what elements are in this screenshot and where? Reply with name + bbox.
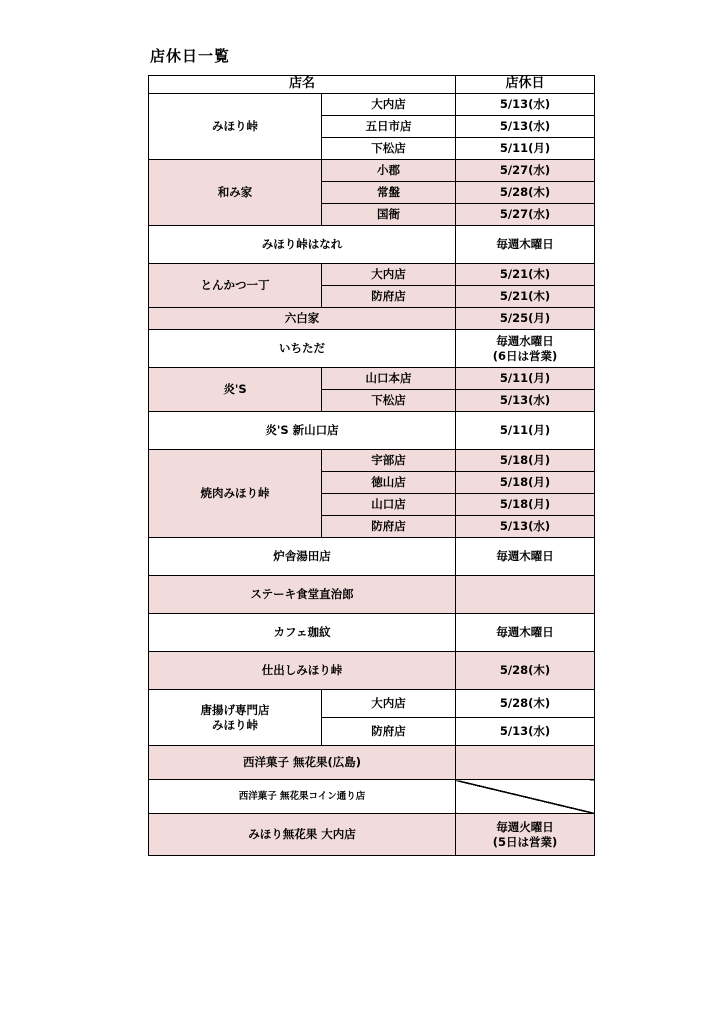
table-header-row bbox=[149, 76, 595, 94]
branch-name: 山口本店 bbox=[322, 368, 456, 390]
holiday-cell: 5/28(木) bbox=[456, 182, 595, 204]
holiday-table bbox=[148, 75, 595, 856]
branch-name: 山口店 bbox=[322, 494, 456, 516]
store-name: 炎'S bbox=[149, 368, 322, 412]
holiday-cell: 毎週木曜日 bbox=[456, 538, 595, 576]
holiday-cell: 5/27(水) bbox=[456, 160, 595, 182]
table-row bbox=[149, 450, 595, 472]
page-title: 店休日一覧 bbox=[150, 47, 231, 65]
branch-name: 大内店 bbox=[322, 94, 456, 116]
holiday-cell: 5/18(月) bbox=[456, 494, 595, 516]
store-name: 炉舎湯田店 bbox=[149, 538, 456, 576]
branch-name: 下松店 bbox=[322, 138, 456, 160]
holiday-note: (6日は営業) bbox=[492, 348, 558, 363]
holiday-cell: 5/18(月) bbox=[456, 472, 595, 494]
holiday-cell: 5/27(水) bbox=[456, 204, 595, 226]
store-name bbox=[149, 690, 322, 746]
table-row bbox=[149, 652, 595, 690]
holiday-cell-empty bbox=[456, 746, 595, 780]
store-name: 西洋菓子 無花果コイン通り店 bbox=[149, 780, 456, 814]
holiday-cell: 毎週木曜日 bbox=[456, 226, 595, 264]
store-name: みほり無花果 大内店 bbox=[149, 814, 456, 856]
store-name: 西洋菓子 無花果(広島) bbox=[149, 746, 456, 780]
table-row bbox=[149, 690, 595, 718]
holiday-cell bbox=[456, 814, 595, 856]
holiday-cell-empty bbox=[456, 780, 595, 814]
store-name: 六白家 bbox=[149, 308, 456, 330]
branch-name: 徳山店 bbox=[322, 472, 456, 494]
holiday-cell: 5/25(月) bbox=[456, 308, 595, 330]
holiday-cell: 5/21(木) bbox=[456, 286, 595, 308]
branch-name: 常盤 bbox=[322, 182, 456, 204]
store-name: 焼肉みほり峠 bbox=[149, 450, 322, 538]
store-name: とんかつ一丁 bbox=[149, 264, 322, 308]
branch-name: 防府店 bbox=[322, 516, 456, 538]
holiday-cell: 5/13(水) bbox=[456, 516, 595, 538]
holiday-cell: 5/28(木) bbox=[456, 652, 595, 690]
holiday-cell-empty bbox=[456, 576, 595, 614]
holiday-cell: 5/13(水) bbox=[456, 390, 595, 412]
branch-name: 国衙 bbox=[322, 204, 456, 226]
store-name-line: 唐揚げ専門店 bbox=[200, 703, 270, 718]
holiday-line: 毎週水曜日 bbox=[496, 334, 554, 349]
table-row bbox=[149, 614, 595, 652]
branch-name: 防府店 bbox=[322, 718, 456, 746]
store-name: みほり峠はなれ bbox=[149, 226, 456, 264]
store-name: ステーキ食堂直治郎 bbox=[149, 576, 456, 614]
holiday-cell: 5/28(木) bbox=[456, 690, 595, 718]
branch-name: 防府店 bbox=[322, 286, 456, 308]
branch-name: 大内店 bbox=[322, 264, 456, 286]
branch-name: 下松店 bbox=[322, 390, 456, 412]
holiday-cell: 5/18(月) bbox=[456, 450, 595, 472]
table-row bbox=[149, 226, 595, 264]
store-name: いちただ bbox=[149, 330, 456, 368]
table-row bbox=[149, 538, 595, 576]
branch-name: 小郡 bbox=[322, 160, 456, 182]
table-row bbox=[149, 368, 595, 390]
table-row bbox=[149, 308, 595, 330]
holiday-line: 毎週火曜日 bbox=[496, 820, 554, 835]
holiday-cell: 5/13(水) bbox=[456, 718, 595, 746]
holiday-cell bbox=[456, 330, 595, 368]
table-row bbox=[149, 780, 595, 814]
holiday-cell: 5/11(月) bbox=[456, 412, 595, 450]
table-row bbox=[149, 814, 595, 856]
table-row bbox=[149, 330, 595, 368]
table-row bbox=[149, 264, 595, 286]
branch-name: 五日市店 bbox=[322, 116, 456, 138]
holiday-cell: 5/21(木) bbox=[456, 264, 595, 286]
header-store: 店名 bbox=[149, 76, 456, 94]
store-name: 炎'S 新山口店 bbox=[149, 412, 456, 450]
holiday-cell: 5/11(月) bbox=[456, 368, 595, 390]
store-name: みほり峠 bbox=[149, 94, 322, 160]
branch-name: 大内店 bbox=[322, 690, 456, 718]
holiday-cell: 5/11(月) bbox=[456, 138, 595, 160]
store-name: 仕出しみほり峠 bbox=[149, 652, 456, 690]
header-holiday: 店休日 bbox=[456, 76, 595, 94]
branch-name: 宇部店 bbox=[322, 450, 456, 472]
store-name: カフェ珈紋 bbox=[149, 614, 456, 652]
table-row bbox=[149, 576, 595, 614]
holiday-note: (5日は営業) bbox=[492, 834, 558, 849]
table-row bbox=[149, 412, 595, 450]
holiday-cell: 毎週木曜日 bbox=[456, 614, 595, 652]
table-row bbox=[149, 746, 595, 780]
store-name: 和み家 bbox=[149, 160, 322, 226]
table-row bbox=[149, 94, 595, 116]
holiday-cell: 5/13(水) bbox=[456, 94, 595, 116]
table-row bbox=[149, 160, 595, 182]
holiday-cell: 5/13(水) bbox=[456, 116, 595, 138]
store-name-line: みほり峠 bbox=[212, 717, 258, 732]
